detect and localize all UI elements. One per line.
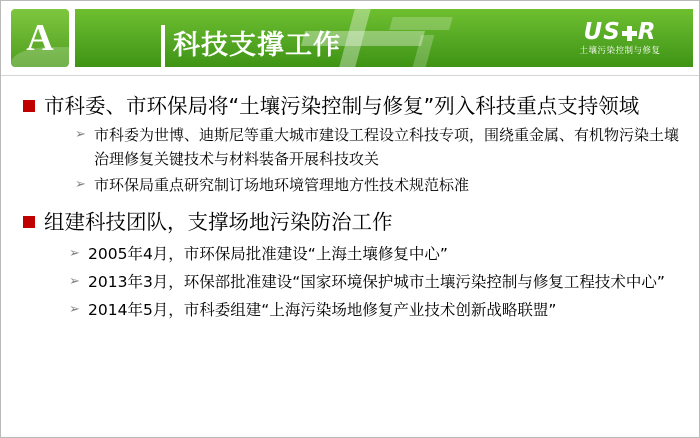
list-item-text: 2014年5月，市科委组建“上海污染场地修复产业技术创新战略联盟” <box>88 301 557 319</box>
plus-icon <box>622 26 637 41</box>
bullet-heading-text: 组建科技团队，支撑场地污染防治工作 <box>44 210 393 234</box>
header-divider <box>1 75 699 76</box>
list-group <box>23 241 685 323</box>
page-title: 科技支撑工作 <box>173 30 341 61</box>
arrow-bullet-icon: ➢ <box>69 246 80 261</box>
list-item <box>75 123 685 171</box>
bullet-heading <box>23 207 685 237</box>
list-item-text: 市科委为世博、迪斯尼等重大城市建设工程设立科技专项，围绕重金属、有机物污染土壤治理修复关键技术与材料装备开展科技攻关 <box>94 126 680 168</box>
list-item-text: 2005年4月，市环保局批准建设“上海土壤修复中心” <box>88 245 448 263</box>
badge-swoosh-decoration <box>11 47 69 67</box>
bullet-heading <box>23 91 685 121</box>
arrow-bullet-icon: ➢ <box>75 127 86 142</box>
header-green-band <box>75 9 693 67</box>
logo-text-left: US <box>583 19 621 45</box>
slide-header <box>1 1 699 77</box>
list-item <box>69 269 685 295</box>
slide-body <box>1 79 699 437</box>
logo-text-right: R <box>637 19 657 45</box>
section-badge-letter: A <box>26 17 54 59</box>
bullet-heading-text: 市科委、市环保局将“土壤污染控制与修复”列入科技重点支持领域 <box>44 94 640 118</box>
list-item-text: 市环保局重点研究制订场地环境管理地方性技术规范标准 <box>94 176 470 194</box>
list-item <box>75 173 685 197</box>
arrow-bullet-icon: ➢ <box>75 177 86 192</box>
arrow-bullet-icon: ➢ <box>69 274 80 289</box>
arrow-bullet-icon: ➢ <box>69 302 80 317</box>
logo <box>557 19 683 57</box>
square-bullet-icon <box>23 100 35 112</box>
square-bullet-icon <box>23 216 35 228</box>
section-badge <box>11 9 69 67</box>
list-item <box>69 297 685 323</box>
title-divider <box>161 25 165 67</box>
logo-subtitle: 土壤污染控制与修复 <box>579 46 661 56</box>
list-item-text: 2013年3月，环保部批准建设“国家环境保护城市土壤污染控制与修复工程技术中心” <box>88 273 665 291</box>
list-item <box>69 241 685 267</box>
logo-mark <box>557 19 683 45</box>
